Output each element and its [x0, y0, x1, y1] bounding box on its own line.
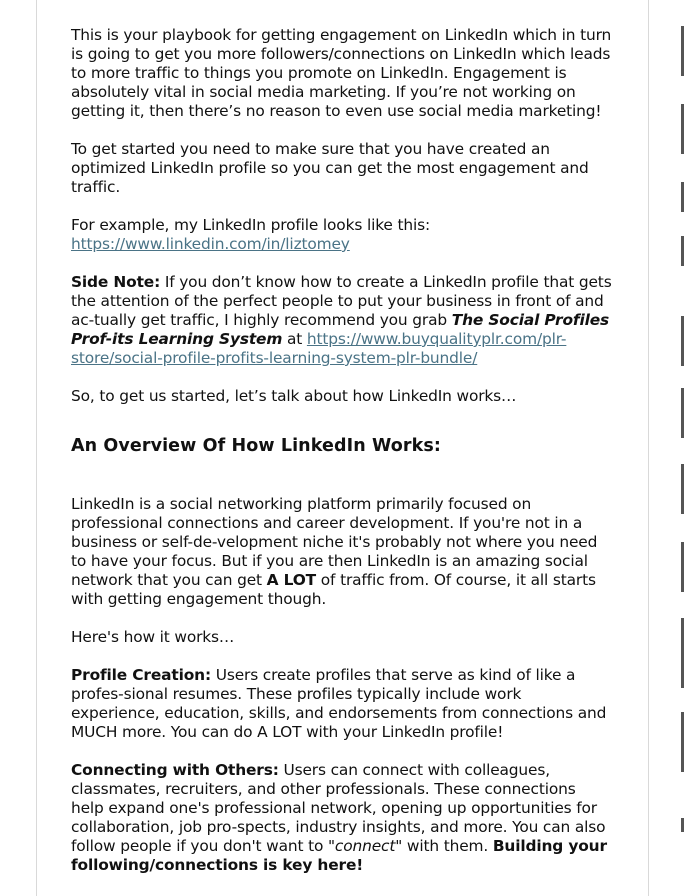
a-lot-emphasis: A LOT [266, 571, 317, 589]
side-note-text: If you don’t know how to create a LinkedIn profile that gets the attention of the perfect people to put your business in front of and ac-tually get traffic, I highly recommend you grab [71, 273, 612, 329]
section-paragraph-1-end: of traffic from. Of course, it all starts with getting engagement though. [71, 571, 596, 608]
side-note-label: Side Note: [71, 273, 161, 291]
profile-creation-text: Users create profiles that serve as kind of like a profes-sional resumes. These profiles typically include work experience, education, skills, and endorsements from connections and MUCH more. You can do A LOT with your LinkedIn profile! [71, 666, 607, 741]
document-body [71, 26, 612, 894]
section-paragraph-2: Here's how it works… [71, 628, 235, 646]
side-note-paragraph [71, 273, 612, 368]
connecting-paragraph [71, 761, 612, 875]
connecting-emphasis: Building your following/connections is key here! [71, 837, 607, 874]
profile-example-text: For example, my LinkedIn profile looks like this: [71, 216, 430, 234]
intro-paragraph-3 [71, 216, 612, 254]
section-paragraph-1 [71, 495, 612, 609]
at-text: at [282, 330, 307, 348]
profile-creation-paragraph [71, 666, 612, 742]
product-name: The Social Profiles Prof-its Learning System [71, 311, 610, 348]
linkedin-profile-link[interactable]: https://www.linkedin.com/in/liztomey [71, 235, 350, 253]
intro-paragraph-2: To get started you need to make sure that you have created an optimized LinkedIn profile so you can get the most engagement and traffic. [71, 140, 589, 196]
intro-paragraph-1: This is your playbook for getting engagement on LinkedIn which in turn is going to get you more followers/connections on LinkedIn which leads to more traffic to things you promote on LinkedIn. Engagement is absolutely vital in social media marketing. If you’re not working on getting it, then there’s no reason to even use social media marketing! [71, 26, 612, 120]
connecting-label: Connecting with Others: [71, 761, 279, 779]
section-heading: An Overview Of How LinkedIn Works: [71, 436, 441, 456]
connecting-text-2: with them. [402, 837, 493, 855]
connecting-text: Users can connect with colleagues, classmates, recruiters, and other professionals. These connections help expand one's professional network, opening up opportunities for collaboration, job pro-spects, industry insights, and more. You can also follow people if you don't want to [71, 761, 606, 855]
profile-creation-label: Profile Creation: [71, 666, 211, 684]
section-paragraph-1-text: LinkedIn is a social networking platform primarily focused on professional connections and career development. If you're not in a business or self-de-velopment niche it's probably not where you need to have your focus. But if you are then LinkedIn is an amazing social network that you can get [71, 495, 598, 589]
product-link[interactable]: https://www.buyqualityplr.com/plr-store/social-profile-profits-learning-system-plr-bundle/ [71, 330, 567, 367]
intro-paragraph-4: So, to get us started, let’s talk about how LinkedIn works… [71, 387, 517, 405]
connect-quote: "connect" [328, 837, 403, 855]
